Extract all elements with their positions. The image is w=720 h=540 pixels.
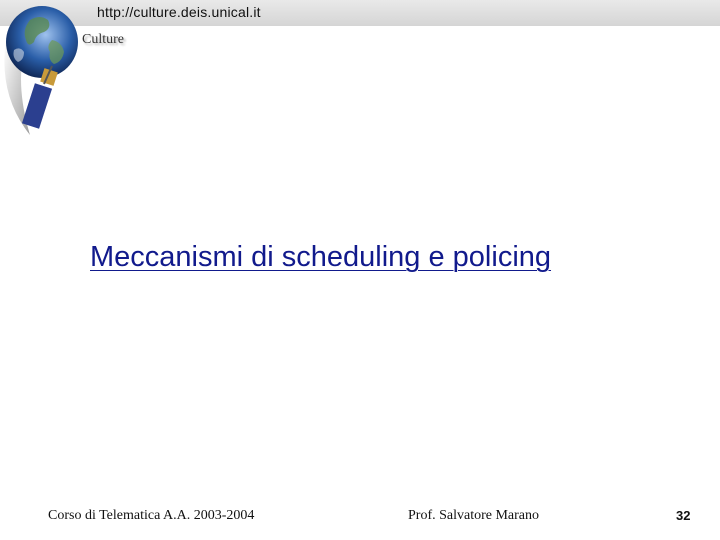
footer-course: Corso di Telematica A.A. 2003-2004 — [48, 508, 255, 523]
page-number: 32 — [676, 508, 691, 523]
header-url: http://culture.deis.unical.it — [97, 4, 261, 20]
globe-icon — [0, 0, 140, 140]
logo-text: Culture — [82, 32, 124, 47]
slide-title: Meccanismi di scheduling e policing — [90, 241, 552, 273]
footer-author: Prof. Salvatore Marano — [408, 508, 540, 523]
logo — [0, 0, 140, 140]
